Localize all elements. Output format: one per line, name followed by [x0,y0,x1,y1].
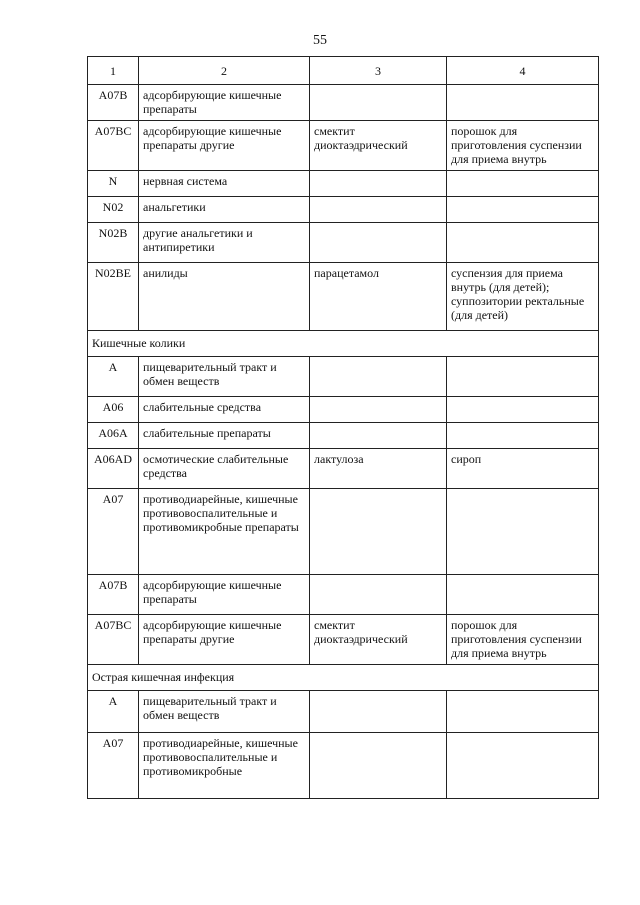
group-name-cell: адсорбирующие кишечные препараты [139,85,310,121]
section-header-row [88,331,599,357]
atc-code-cell: A06 [88,397,139,423]
table-row [88,223,599,263]
drug-name-cell: лактулоза [310,449,447,489]
drug-name-cell [310,197,447,223]
group-name-cell: пищеварительный тракт и обмен веществ [139,357,310,397]
table-row [88,449,599,489]
dosage-form-cell: порошок для приготовления суспензии для приема внутрь [447,615,599,665]
atc-code-cell: A07BC [88,121,139,171]
group-name-cell: анилиды [139,263,310,331]
group-name-cell: слабительные средства [139,397,310,423]
table-row [88,489,599,575]
drug-name-cell [310,423,447,449]
drug-name-cell [310,489,447,575]
table-row [88,197,599,223]
group-name-cell: адсорбирующие кишечные препараты [139,575,310,615]
dosage-form-cell [447,691,599,733]
table-row [88,575,599,615]
dosage-form-cell [447,197,599,223]
drug-table [87,56,599,799]
drug-name-cell [310,397,447,423]
dosage-form-cell [447,489,599,575]
drug-name-cell [310,85,447,121]
dosage-form-cell [447,171,599,197]
atc-code-cell: A07BC [88,615,139,665]
section-header-row [88,665,599,691]
table-row [88,423,599,449]
atc-code-cell: N02B [88,223,139,263]
header-cell-3: 3 [310,57,447,85]
group-name-cell: пищеварительный тракт и обмен веществ [139,691,310,733]
table-row [88,121,599,171]
atc-code-cell: A06A [88,423,139,449]
drug-name-cell: смектит диоктаэдрический [310,121,447,171]
drug-name-cell [310,575,447,615]
drug-name-cell [310,691,447,733]
table-header-row [88,57,599,85]
atc-code-cell: A07B [88,575,139,615]
atc-code-cell: A07 [88,489,139,575]
dosage-form-cell: суспензия для приема внутрь (для детей); суппозитории ректальные (для детей) [447,263,599,331]
drug-name-cell [310,223,447,263]
group-name-cell: противодиарейные, кишечные противовоспалительные и противомикробные [139,733,310,799]
table-row [88,397,599,423]
table-row [88,171,599,197]
group-name-cell: анальгетики [139,197,310,223]
atc-code-cell: A07 [88,733,139,799]
atc-code-cell: N [88,171,139,197]
dosage-form-cell [447,397,599,423]
group-name-cell: нервная система [139,171,310,197]
atc-code-cell: N02 [88,197,139,223]
atc-code-cell: A07B [88,85,139,121]
table-row [88,85,599,121]
group-name-cell: осмотические слабительные средства [139,449,310,489]
dosage-form-cell [447,575,599,615]
dosage-form-cell [447,223,599,263]
drug-name-cell [310,357,447,397]
atc-code-cell: A [88,357,139,397]
group-name-cell: слабительные препараты [139,423,310,449]
dosage-form-cell [447,357,599,397]
group-name-cell: адсорбирующие кишечные препараты другие [139,615,310,665]
section-title: Острая кишечная инфекция [88,665,599,691]
header-cell-2: 2 [139,57,310,85]
table-row [88,691,599,733]
group-name-cell: адсорбирующие кишечные препараты другие [139,121,310,171]
header-cell-1: 1 [88,57,139,85]
drug-name-cell [310,733,447,799]
atc-code-cell: N02BE [88,263,139,331]
group-name-cell: другие анальгетики и антипиретики [139,223,310,263]
table-row [88,263,599,331]
dosage-form-cell: порошок для приготовления суспензии для приема внутрь [447,121,599,171]
dosage-form-cell [447,423,599,449]
header-cell-4: 4 [447,57,599,85]
page-number: 55 [313,33,327,48]
atc-code-cell: A [88,691,139,733]
dosage-form-cell: сироп [447,449,599,489]
table-row [88,357,599,397]
dosage-form-cell [447,85,599,121]
drug-name-cell [310,171,447,197]
table-row [88,615,599,665]
table-row [88,733,599,799]
dosage-form-cell [447,733,599,799]
drug-name-cell: смектит диоктаэдрический [310,615,447,665]
section-title: Кишечные колики [88,331,599,357]
group-name-cell: противодиарейные, кишечные противовоспалительные и противомикробные препараты [139,489,310,575]
atc-code-cell: A06AD [88,449,139,489]
drug-table-body [88,57,599,799]
drug-name-cell: парацетамол [310,263,447,331]
